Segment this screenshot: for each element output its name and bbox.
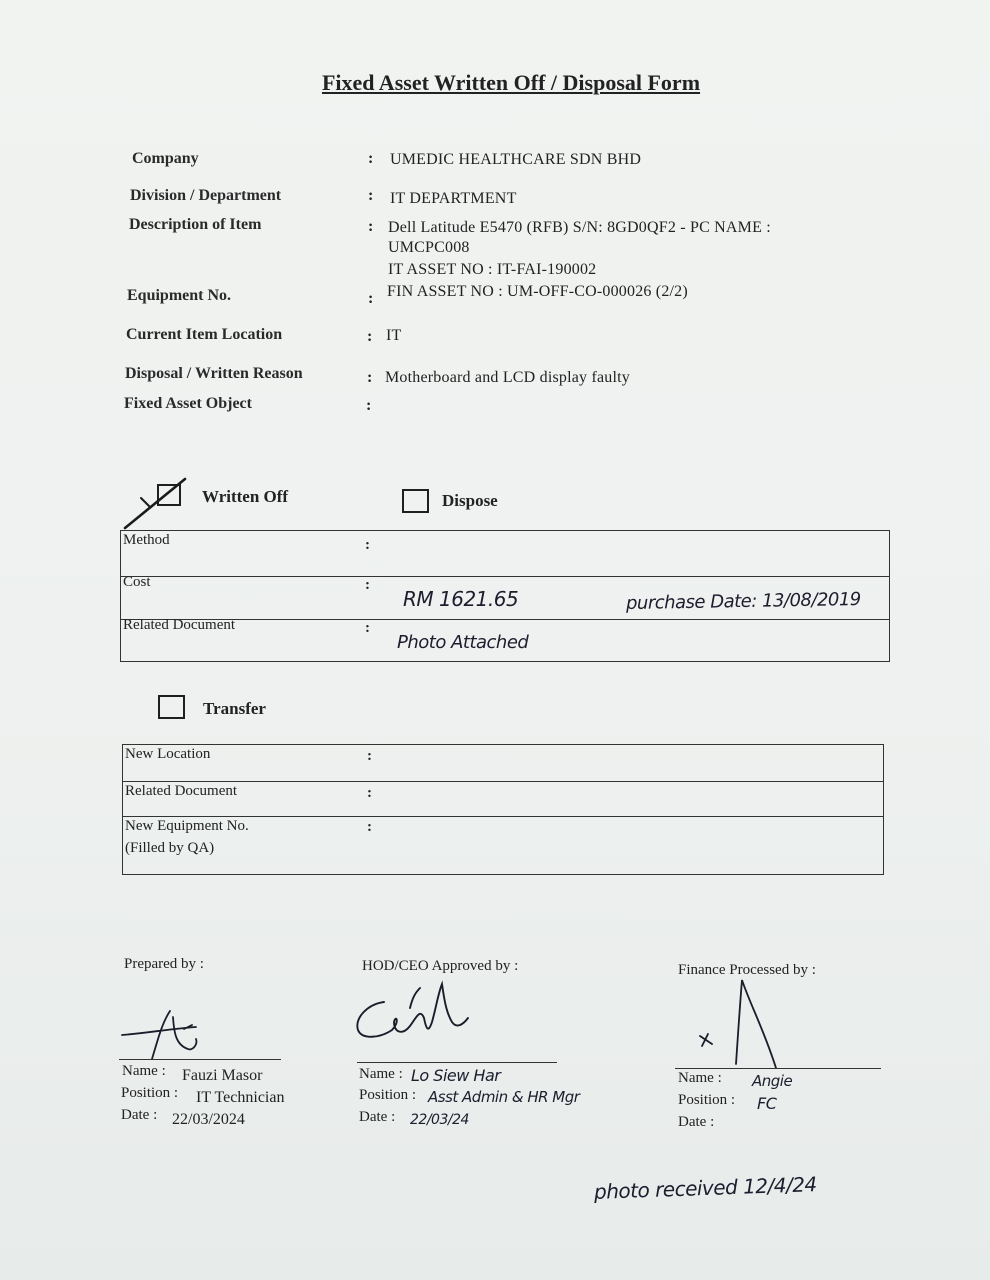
page-title: Fixed Asset Written Off / Disposal Form xyxy=(321,70,701,95)
description-line-2: UMCPC008 xyxy=(388,239,470,256)
finance-position: FC xyxy=(757,1094,777,1113)
new-location-colon: : xyxy=(367,748,372,764)
reason-label: Disposal / Written Reason xyxy=(125,365,303,382)
new-equipment-row xyxy=(123,817,883,874)
new-location-label: New Location xyxy=(125,746,211,762)
finance-signature-icon xyxy=(690,974,800,1074)
finance-position-label: Position : xyxy=(678,1092,736,1108)
related-document-label: Related Document xyxy=(123,617,236,633)
transfer-related-colon: : xyxy=(367,785,372,801)
company-value: UMEDIC HEALTHCARE SDN BHD xyxy=(390,151,642,168)
location-value: IT xyxy=(386,327,402,344)
description-colon: : xyxy=(368,218,374,235)
division-value: IT DEPARTMENT xyxy=(390,190,517,207)
company-colon: : xyxy=(368,150,374,167)
prepared-by-heading: Prepared by : xyxy=(124,956,204,972)
related-document-colon: : xyxy=(365,620,370,636)
disposal-table xyxy=(120,530,890,662)
approved-position-label: Position : xyxy=(359,1087,417,1103)
transfer-table xyxy=(122,744,884,875)
method-row xyxy=(121,531,889,577)
finance-name-label: Name : xyxy=(678,1070,722,1086)
related-document-value: Photo Attached xyxy=(397,632,529,653)
finance-signature-line xyxy=(675,1068,881,1069)
prepared-date: 22/03/2024 xyxy=(172,1111,245,1128)
finance-name: Angie xyxy=(752,1072,793,1090)
reason-colon: : xyxy=(367,369,373,386)
division-label: Division / Department xyxy=(130,187,282,204)
equipment-no-colon: : xyxy=(368,290,374,307)
method-label: Method xyxy=(123,532,170,548)
equipment-no-label: Equipment No. xyxy=(127,287,232,304)
approved-date: 22/03/24 xyxy=(410,1112,469,1128)
new-location-row xyxy=(123,745,883,782)
cost-value: RM 1621.65 xyxy=(403,587,519,611)
prepared-date-label: Date : xyxy=(121,1107,158,1123)
equipment-no-value: FIN ASSET NO : UM-OFF-CO-000026 (2/2) xyxy=(387,283,688,300)
description-line-3: IT ASSET NO : IT-FAI-190002 xyxy=(388,261,597,278)
prepared-signature-line xyxy=(119,1059,281,1060)
written-off-checkbox[interactable] xyxy=(157,484,181,506)
approved-by-heading: HOD/CEO Approved by : xyxy=(362,958,519,974)
new-equipment-sub-label: (Filled by QA) xyxy=(125,840,215,856)
purchase-date-note: purchase Date: 13/08/2019 xyxy=(625,588,861,615)
description-label: Description of Item xyxy=(129,216,262,233)
approved-signature-line xyxy=(357,1062,557,1063)
transfer-label: Transfer xyxy=(203,699,266,718)
description-line-1: Dell Latitude E5470 (RFB) S/N: 8GD0QF2 - PC NAME : xyxy=(388,219,771,236)
prepared-name: Fauzi Masor xyxy=(182,1067,263,1084)
asset-object-colon: : xyxy=(366,397,372,414)
prepared-position-label: Position : xyxy=(121,1085,179,1101)
cost-row xyxy=(121,574,889,620)
asset-object-label: Fixed Asset Object xyxy=(124,395,252,412)
dispose-checkbox[interactable] xyxy=(402,489,429,513)
transfer-related-row xyxy=(123,782,883,817)
finance-date-label: Date : xyxy=(678,1114,715,1130)
approved-name: Lo Siew Har xyxy=(411,1066,501,1085)
new-equipment-label: New Equipment No. xyxy=(125,818,249,834)
division-colon: : xyxy=(368,187,374,204)
cost-colon: : xyxy=(365,577,370,593)
prepared-name-label: Name : xyxy=(122,1063,166,1079)
location-label: Current Item Location xyxy=(126,326,283,343)
transfer-checkbox[interactable] xyxy=(158,695,185,719)
approved-date-label: Date : xyxy=(359,1109,396,1125)
prepared-position: IT Technician xyxy=(196,1089,285,1106)
cost-label: Cost xyxy=(123,574,151,590)
method-colon: : xyxy=(365,537,370,553)
finance-heading: Finance Processed by : xyxy=(678,962,816,978)
dispose-label: Dispose xyxy=(442,491,498,510)
transfer-related-label: Related Document xyxy=(125,783,238,799)
prepared-signature-icon xyxy=(118,1005,218,1065)
reason-value: Motherboard and LCD display faulty xyxy=(385,369,630,386)
location-colon: : xyxy=(367,328,373,345)
approved-signature-icon xyxy=(350,978,480,1048)
written-off-label: Written Off xyxy=(202,487,289,506)
new-equipment-colon: : xyxy=(367,819,372,835)
photo-received-note: photo received 12/4/24 xyxy=(593,1172,818,1204)
related-document-row xyxy=(121,617,889,661)
approved-position: Asst Admin & HR Mgr xyxy=(428,1088,580,1106)
company-label: Company xyxy=(132,150,199,167)
approved-name-label: Name : xyxy=(359,1066,403,1082)
